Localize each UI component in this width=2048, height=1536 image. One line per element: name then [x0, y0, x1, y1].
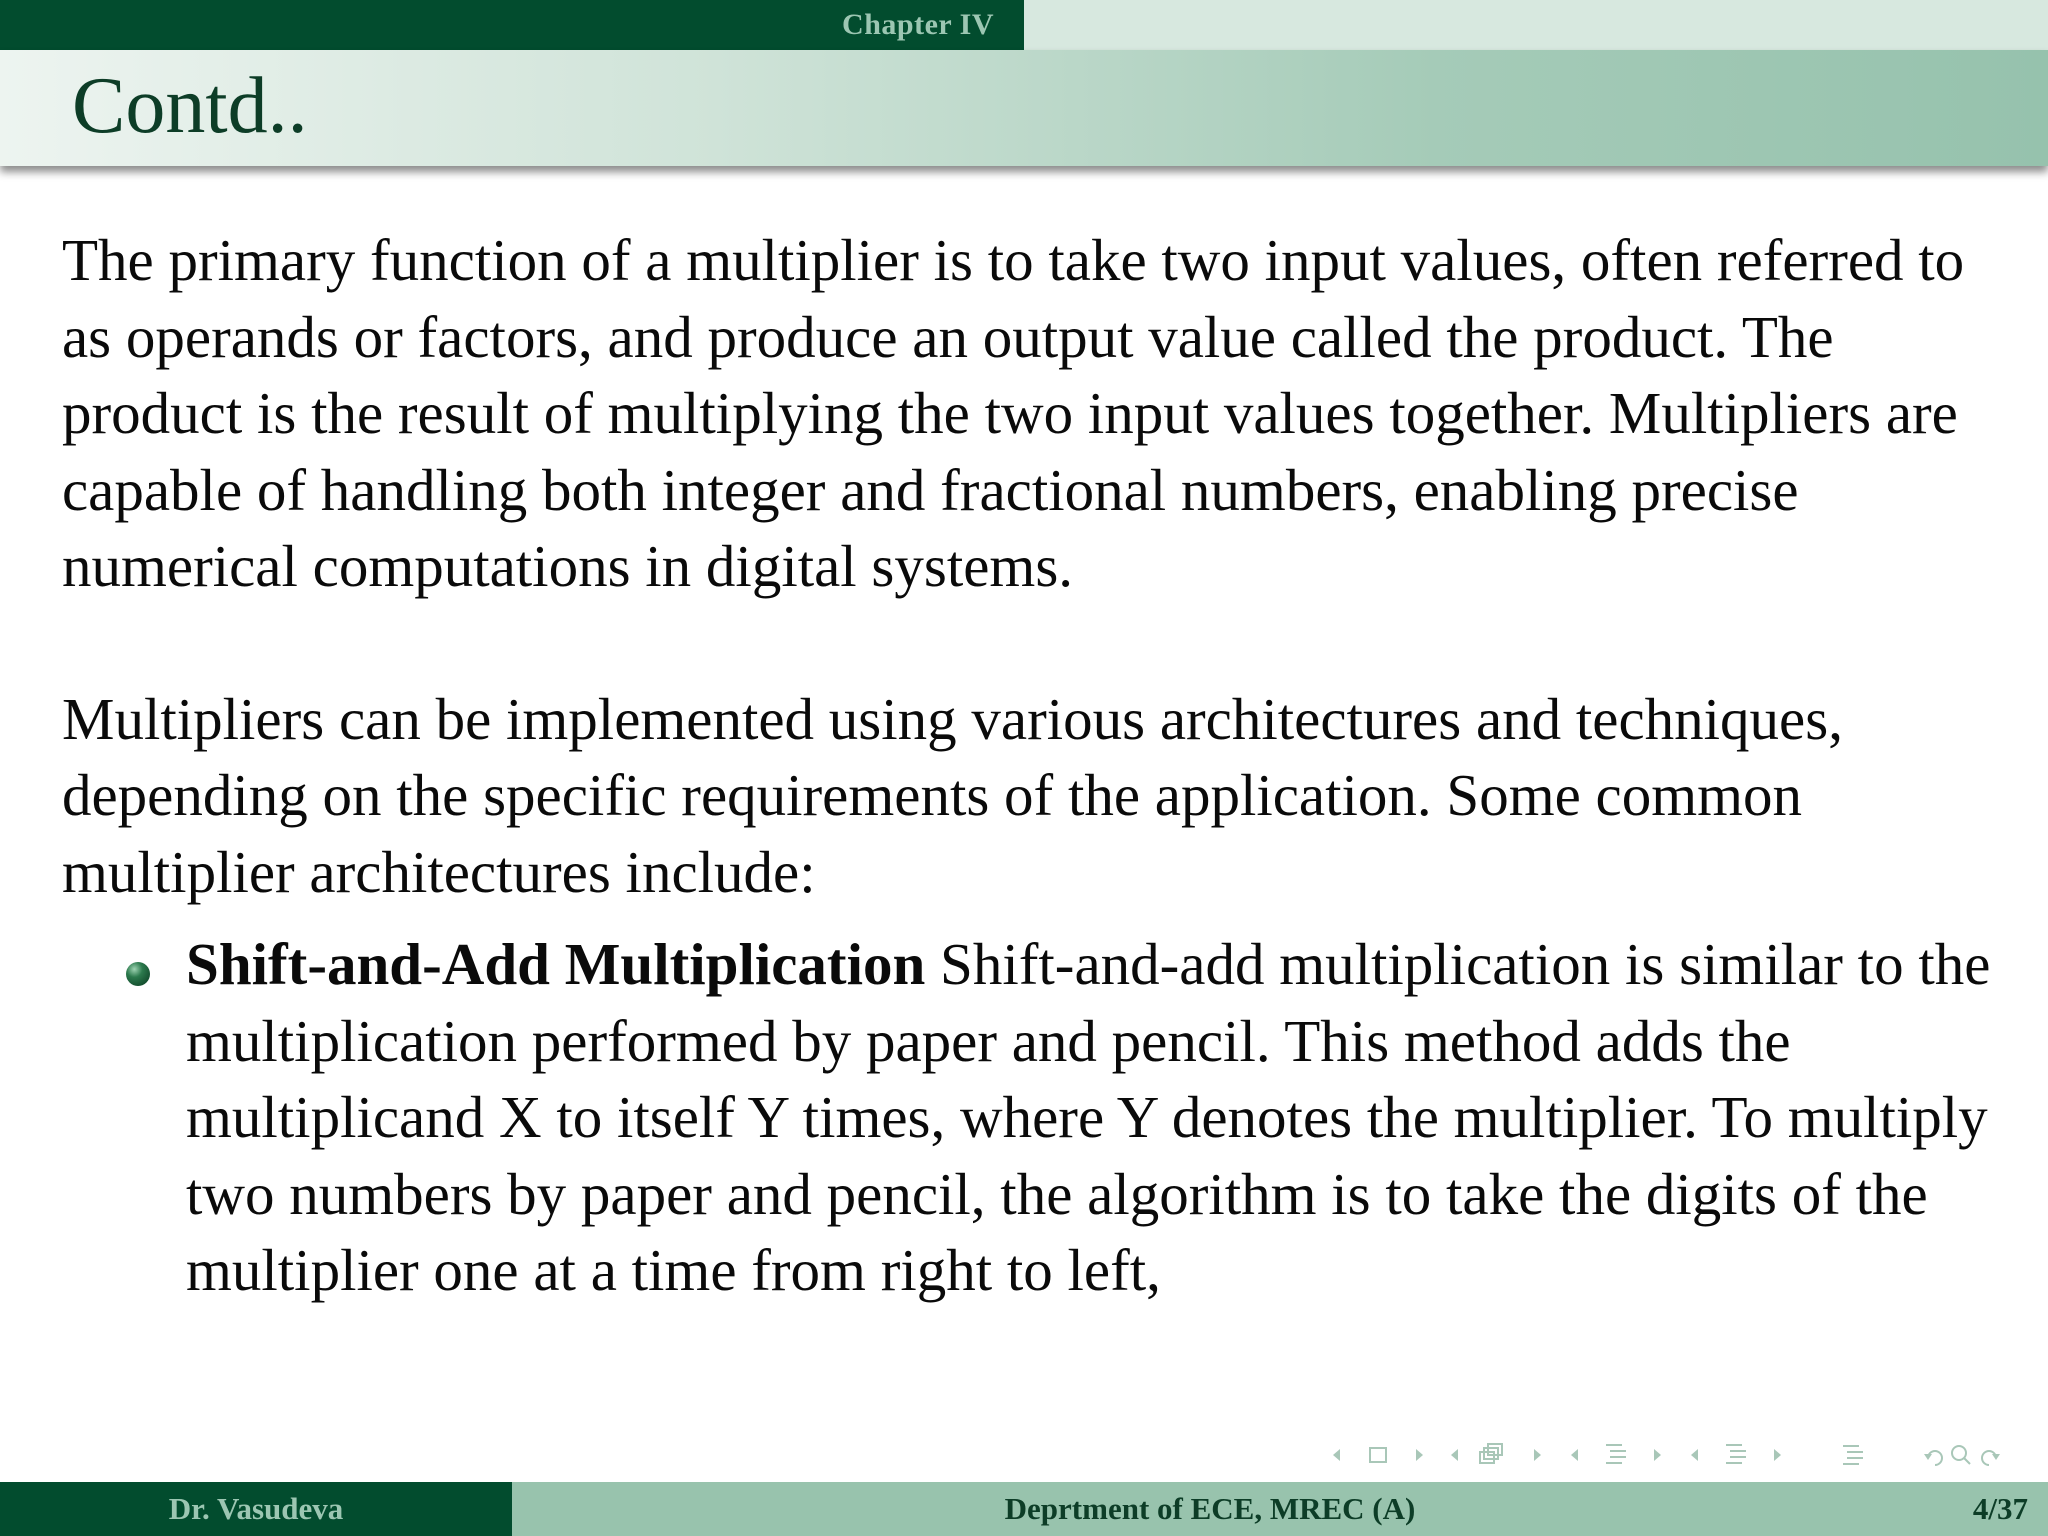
forward-icon: [1982, 1451, 1996, 1465]
prev-arrow-icon: [1451, 1449, 1458, 1461]
frame-icon: [1370, 1448, 1386, 1462]
navigation-symbols: [1328, 1440, 2028, 1470]
next-arrow-icon: [1534, 1449, 1541, 1461]
paragraph-architectures: Multipliers can be implemented using various architectures and techniques, depending on the specific requirements of the application. Some common multiplier architectures include:: [62, 685, 1843, 905]
prev-arrow-icon: [1333, 1449, 1340, 1461]
paragraph-intro: The primary function of a multiplier is to take two input values, often referred to as operands or factors, and produce an output value called the product. The product is the result of multiplying the two input values together. Multipliers are capable of handling both integer and fractional numbers, enabling precise numerical computations in digital systems.: [62, 227, 1965, 599]
next-arrow-icon: [1654, 1449, 1661, 1461]
section-icon: [1606, 1445, 1626, 1463]
search-icon: [1952, 1446, 1966, 1460]
header-section-area: [0, 0, 1024, 50]
nav-icons-svg: [1328, 1440, 2028, 1470]
frame-title-bar: [0, 50, 2048, 166]
footer-bar: [0, 1482, 2048, 1536]
align-icon: [1843, 1446, 1863, 1464]
subsection-icon: [1480, 1444, 1502, 1463]
header-subsection-area: [1024, 0, 2048, 50]
footer-institution: Deprtment of ECE, MREC (A): [512, 1482, 1848, 1536]
back-icon: [1928, 1451, 1942, 1465]
slide-content: [62, 222, 2012, 1309]
bullet-text: Shift-and-add multiplication is similar to the multiplication performed by paper and pencil. This method adds the multiplicand X to itself Y times, where Y denotes the multiplier. To multiply two numbers by paper and pencil, the algorithm is to take the digits of the multiplier one at a time from right to left,: [186, 931, 1991, 1303]
footer-page-number: 4/37: [1848, 1482, 2048, 1536]
section-title[interactable]: Chapter IV: [842, 8, 994, 41]
frame-title: Contd..: [72, 62, 308, 150]
prev-arrow-icon: [1691, 1449, 1698, 1461]
prev-arrow-icon: [1571, 1449, 1578, 1461]
presentation-icon: [1726, 1445, 1746, 1463]
header-bar: [0, 0, 2048, 50]
bullet-list: [62, 926, 2012, 1309]
bullet-ball-icon: [126, 962, 150, 986]
next-arrow-icon: [1416, 1449, 1423, 1461]
list-item: [62, 926, 2012, 1309]
footer-author: Dr. Vasudeva: [0, 1482, 512, 1536]
bullet-term: Shift-and-Add Multiplication: [186, 931, 926, 997]
next-arrow-icon: [1774, 1449, 1781, 1461]
